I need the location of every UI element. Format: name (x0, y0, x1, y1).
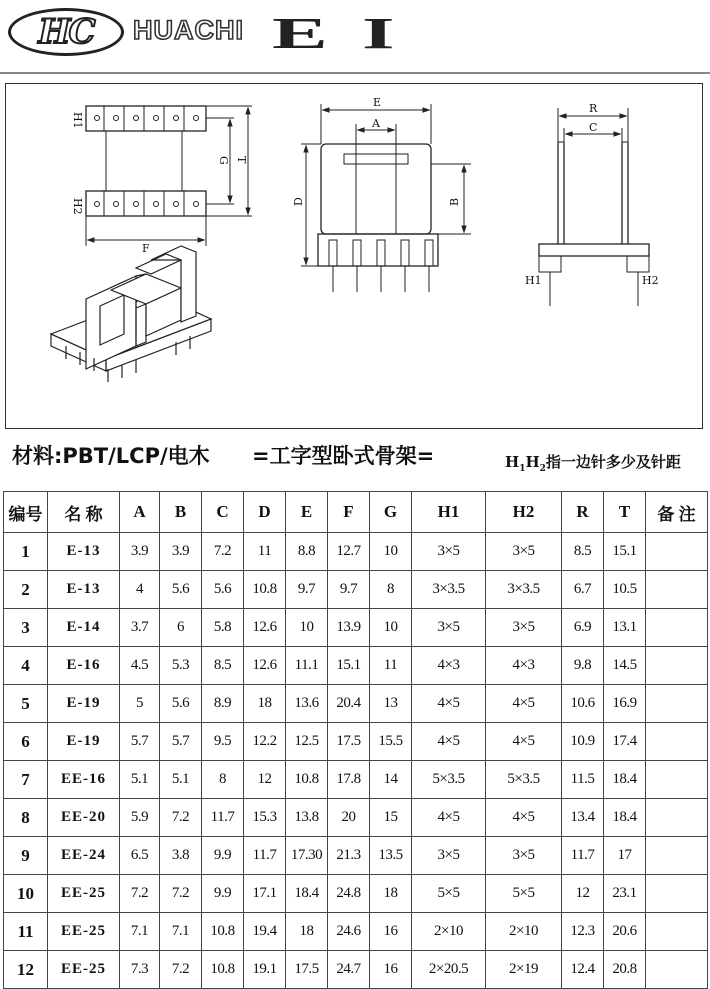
cell-note (646, 837, 708, 875)
top-view-label-h2: H2 (71, 198, 84, 215)
cell-name: E-13 (48, 571, 120, 609)
cell-no: 12 (4, 951, 48, 989)
cell-h1: 4×5 (412, 723, 486, 761)
cell-e: 12.5 (286, 723, 328, 761)
cell-d: 15.3 (244, 799, 286, 837)
cell-d: 10.8 (244, 571, 286, 609)
cell-g: 18 (370, 875, 412, 913)
cell-r: 10.6 (562, 685, 604, 723)
cell-e: 18 (286, 913, 328, 951)
cell-g: 10 (370, 609, 412, 647)
cell-name: EE-20 (48, 799, 120, 837)
cell-h2: 2×19 (486, 951, 562, 989)
column-header: D (244, 492, 286, 533)
cell-h2: 3×5 (486, 609, 562, 647)
technical-drawing (5, 83, 703, 429)
hc-logo (8, 8, 124, 56)
cell-h1: 4×3 (412, 647, 486, 685)
table-row (4, 685, 708, 723)
cell-d: 12.6 (244, 609, 286, 647)
cell-note (646, 951, 708, 989)
cell-e: 13.6 (286, 685, 328, 723)
cell-t: 17 (604, 837, 646, 875)
cell-a: 7.3 (120, 951, 160, 989)
cell-e: 17.5 (286, 951, 328, 989)
cell-c: 9.9 (202, 875, 244, 913)
cell-b: 7.1 (160, 913, 202, 951)
cell-t: 20.8 (604, 951, 646, 989)
cell-name: EE-16 (48, 761, 120, 799)
cell-c: 11.7 (202, 799, 244, 837)
cell-f: 17.5 (328, 723, 370, 761)
cell-f: 12.7 (328, 533, 370, 571)
cell-b: 3.8 (160, 837, 202, 875)
cell-e: 10.8 (286, 761, 328, 799)
cell-e: 11.1 (286, 647, 328, 685)
cell-b: 3.9 (160, 533, 202, 571)
isometric-view (51, 246, 211, 382)
cell-f: 20 (328, 799, 370, 837)
cell-name: E-13 (48, 533, 120, 571)
cell-a: 5.7 (120, 723, 160, 761)
cell-b: 5.7 (160, 723, 202, 761)
cell-e: 18.4 (286, 875, 328, 913)
cell-b: 5.6 (160, 571, 202, 609)
cell-c: 5.6 (202, 571, 244, 609)
cell-h1: 2×10 (412, 913, 486, 951)
cell-t: 18.4 (604, 761, 646, 799)
cell-r: 12 (562, 875, 604, 913)
cell-h1: 3×5 (412, 609, 486, 647)
cell-c: 7.2 (202, 533, 244, 571)
top-view-label-f: F (142, 242, 150, 255)
cell-name: EE-24 (48, 837, 120, 875)
cell-no: 2 (4, 571, 48, 609)
cell-f: 24.6 (328, 913, 370, 951)
cell-note (646, 571, 708, 609)
cell-d: 12.2 (244, 723, 286, 761)
cell-h2: 4×5 (486, 723, 562, 761)
cell-r: 6.9 (562, 609, 604, 647)
cell-note (646, 875, 708, 913)
cell-c: 8.9 (202, 685, 244, 723)
front-view (301, 104, 471, 292)
cell-h2: 5×5 (486, 875, 562, 913)
column-header: 备 注 (646, 492, 708, 533)
cell-h2: 4×5 (486, 799, 562, 837)
front-view-label-d: D (292, 197, 305, 206)
material-caption: 材料:PBT/LCP/电木 (12, 444, 210, 468)
cell-h2: 3×3.5 (486, 571, 562, 609)
cell-d: 19.1 (244, 951, 286, 989)
table-row (4, 609, 708, 647)
column-header: H2 (486, 492, 562, 533)
cell-f: 9.7 (328, 571, 370, 609)
column-header: F (328, 492, 370, 533)
cell-r: 11.7 (562, 837, 604, 875)
cell-e: 9.7 (286, 571, 328, 609)
cell-g: 11 (370, 647, 412, 685)
column-header: E (286, 492, 328, 533)
cell-a: 5.9 (120, 799, 160, 837)
table-row (4, 647, 708, 685)
cell-name: EE-25 (48, 875, 120, 913)
column-header: 名 称 (48, 492, 120, 533)
cell-r: 6.7 (562, 571, 604, 609)
side-view-label-h1: H1 (525, 274, 542, 287)
cell-e: 13.8 (286, 799, 328, 837)
cell-t: 20.6 (604, 913, 646, 951)
front-view-label-a: A (372, 117, 380, 130)
cell-f: 20.4 (328, 685, 370, 723)
series-title: EI (272, 9, 429, 58)
cell-c: 9.9 (202, 837, 244, 875)
header-divider (0, 72, 710, 74)
cell-r: 9.8 (562, 647, 604, 685)
column-header: T (604, 492, 646, 533)
cell-a: 5 (120, 685, 160, 723)
table-row (4, 533, 708, 571)
cell-h1: 5×3.5 (412, 761, 486, 799)
cell-r: 8.5 (562, 533, 604, 571)
cell-e: 8.8 (286, 533, 328, 571)
column-header: 编号 (4, 492, 48, 533)
cell-b: 5.3 (160, 647, 202, 685)
cell-a: 3.7 (120, 609, 160, 647)
table-row (4, 913, 708, 951)
cell-f: 21.3 (328, 837, 370, 875)
cell-b: 7.2 (160, 875, 202, 913)
cell-a: 7.2 (120, 875, 160, 913)
table-row (4, 875, 708, 913)
cell-r: 12.3 (562, 913, 604, 951)
cell-no: 6 (4, 723, 48, 761)
cell-name: E-14 (48, 609, 120, 647)
column-header: B (160, 492, 202, 533)
cell-no: 7 (4, 761, 48, 799)
cell-no: 4 (4, 647, 48, 685)
cell-no: 10 (4, 875, 48, 913)
cell-h1: 4×5 (412, 685, 486, 723)
cell-r: 13.4 (562, 799, 604, 837)
cell-d: 11 (244, 533, 286, 571)
cell-no: 11 (4, 913, 48, 951)
cell-f: 13.9 (328, 609, 370, 647)
cell-r: 10.9 (562, 723, 604, 761)
table-body (4, 533, 708, 989)
cell-c: 10.8 (202, 913, 244, 951)
cell-note (646, 761, 708, 799)
cell-h2: 5×3.5 (486, 761, 562, 799)
cell-no: 9 (4, 837, 48, 875)
brand-name: HUACHI (133, 15, 244, 45)
cell-d: 12 (244, 761, 286, 799)
cell-c: 8.5 (202, 647, 244, 685)
cell-h1: 3×5 (412, 533, 486, 571)
cell-g: 15.5 (370, 723, 412, 761)
cell-b: 7.2 (160, 799, 202, 837)
top-view-label-g: G (217, 156, 230, 165)
cell-r: 11.5 (562, 761, 604, 799)
cell-g: 15 (370, 799, 412, 837)
cell-a: 6.5 (120, 837, 160, 875)
cell-b: 5.1 (160, 761, 202, 799)
top-view (86, 106, 252, 246)
cell-c: 8 (202, 761, 244, 799)
side-view-label-r: R (589, 102, 598, 115)
cell-h2: 2×10 (486, 913, 562, 951)
cell-a: 3.9 (120, 533, 160, 571)
cell-b: 7.2 (160, 951, 202, 989)
cell-t: 17.4 (604, 723, 646, 761)
cell-h1: 5×5 (412, 875, 486, 913)
column-header: H1 (412, 492, 486, 533)
cell-a: 5.1 (120, 761, 160, 799)
table-row (4, 571, 708, 609)
cell-d: 11.7 (244, 837, 286, 875)
column-header: R (562, 492, 604, 533)
cell-note (646, 723, 708, 761)
cell-d: 12.6 (244, 647, 286, 685)
cell-t: 15.1 (604, 533, 646, 571)
cell-no: 5 (4, 685, 48, 723)
cell-g: 16 (370, 913, 412, 951)
cell-h2: 3×5 (486, 533, 562, 571)
column-header: C (202, 492, 244, 533)
cell-a: 7.1 (120, 913, 160, 951)
cell-no: 3 (4, 609, 48, 647)
cell-c: 9.5 (202, 723, 244, 761)
header (0, 0, 710, 78)
cell-t: 18.4 (604, 799, 646, 837)
cell-e: 10 (286, 609, 328, 647)
drawing-svg (6, 84, 704, 430)
cell-c: 10.8 (202, 951, 244, 989)
cell-note (646, 685, 708, 723)
top-view-label-t: T (235, 156, 248, 164)
cell-g: 16 (370, 951, 412, 989)
cell-e: 17.30 (286, 837, 328, 875)
cell-note (646, 647, 708, 685)
cell-c: 5.8 (202, 609, 244, 647)
cell-a: 4.5 (120, 647, 160, 685)
cell-no: 8 (4, 799, 48, 837)
cell-h1: 4×5 (412, 799, 486, 837)
cell-g: 13.5 (370, 837, 412, 875)
cell-f: 24.7 (328, 951, 370, 989)
cell-name: EE-25 (48, 951, 120, 989)
cell-t: 23.1 (604, 875, 646, 913)
cell-d: 19.4 (244, 913, 286, 951)
cell-t: 16.9 (604, 685, 646, 723)
top-view-label-h1: H1 (71, 112, 84, 129)
cell-name: E-16 (48, 647, 120, 685)
cell-no: 1 (4, 533, 48, 571)
cell-h2: 4×3 (486, 647, 562, 685)
column-header: A (120, 492, 160, 533)
cell-t: 10.5 (604, 571, 646, 609)
side-view (539, 108, 649, 306)
cell-b: 6 (160, 609, 202, 647)
cell-b: 5.6 (160, 685, 202, 723)
cell-h1: 2×20.5 (412, 951, 486, 989)
pin-note: $H_1H_2$指一边针多少及针距 (505, 453, 681, 474)
cell-r: 12.4 (562, 951, 604, 989)
cell-f: 24.8 (328, 875, 370, 913)
table-header-row (4, 492, 708, 533)
cell-d: 17.1 (244, 875, 286, 913)
spec-table-container (3, 491, 707, 989)
cell-g: 10 (370, 533, 412, 571)
table-row (4, 799, 708, 837)
column-header: G (370, 492, 412, 533)
table-row (4, 723, 708, 761)
cell-t: 14.5 (604, 647, 646, 685)
cell-f: 15.1 (328, 647, 370, 685)
side-view-label-c: C (589, 121, 598, 134)
cell-note (646, 609, 708, 647)
cell-name: EE-25 (48, 913, 120, 951)
spec-table (3, 491, 708, 989)
table-row (4, 951, 708, 989)
cell-name: E-19 (48, 685, 120, 723)
table-row (4, 837, 708, 875)
cell-g: 14 (370, 761, 412, 799)
cell-note (646, 533, 708, 571)
cell-h1: 3×3.5 (412, 571, 486, 609)
table-row (4, 761, 708, 799)
side-view-label-h2: H2 (642, 274, 659, 287)
cell-h1: 3×5 (412, 837, 486, 875)
cell-note (646, 799, 708, 837)
cell-h2: 4×5 (486, 685, 562, 723)
cell-g: 13 (370, 685, 412, 723)
logo-text: HC (38, 12, 94, 52)
type-caption: =工字型卧式骨架= (252, 444, 435, 468)
cell-note (646, 913, 708, 951)
cell-d: 18 (244, 685, 286, 723)
cell-name: E-19 (48, 723, 120, 761)
cell-a: 4 (120, 571, 160, 609)
cell-h2: 3×5 (486, 837, 562, 875)
cell-f: 17.8 (328, 761, 370, 799)
front-view-label-b: B (448, 197, 461, 206)
cell-t: 13.1 (604, 609, 646, 647)
front-view-label-e: E (373, 96, 382, 109)
cell-g: 8 (370, 571, 412, 609)
